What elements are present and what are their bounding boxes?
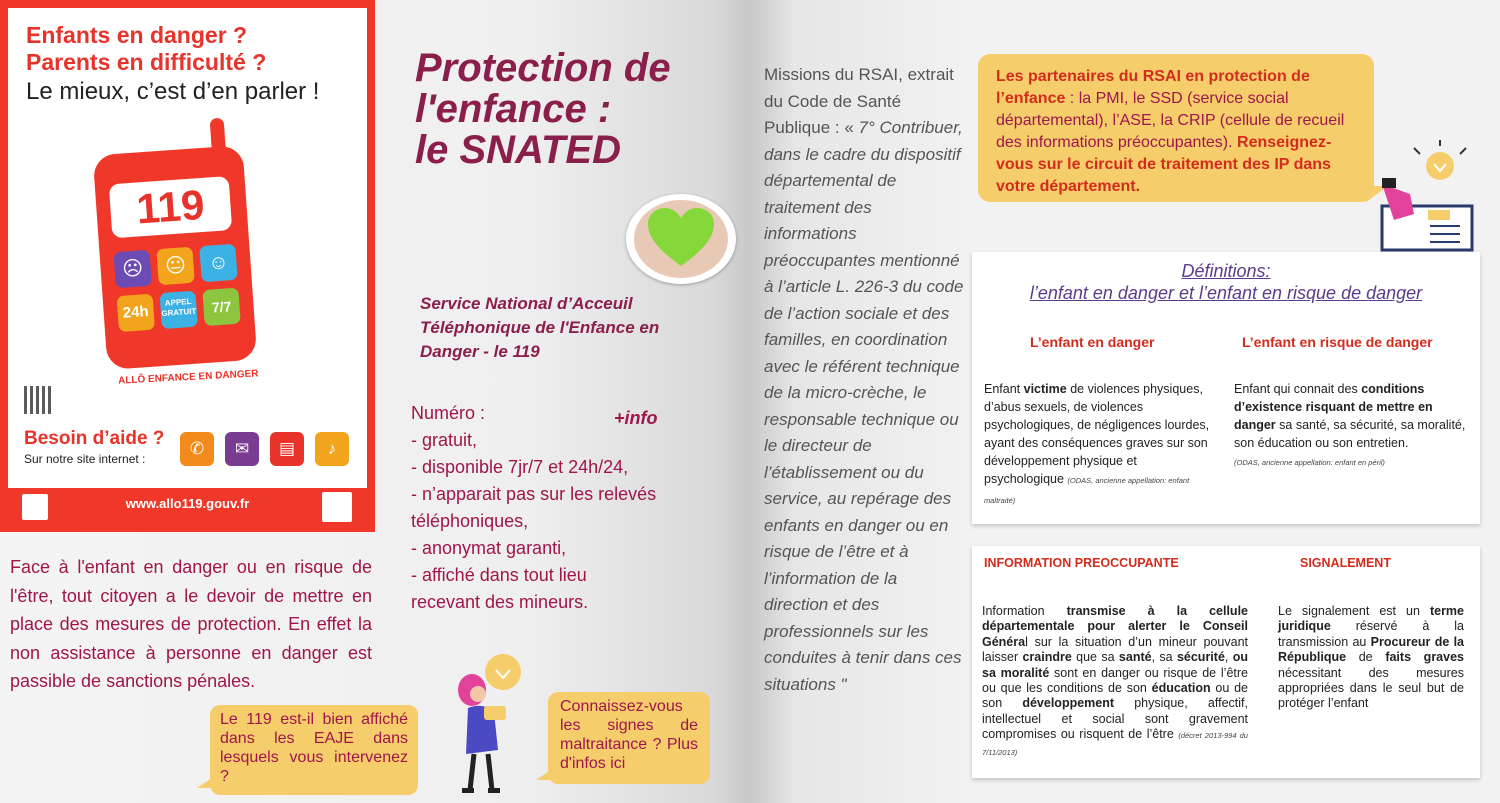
key-appel: APPEL GRATUIT <box>159 291 197 329</box>
document-icon: ▤ <box>270 432 304 466</box>
key-7j: 7/7 <box>202 288 240 326</box>
plus-info-link[interactable]: +info <box>614 408 658 428</box>
def-col2-heading: L’enfant en risque de danger <box>1242 334 1433 350</box>
qr-code-icon <box>24 386 52 414</box>
ip-text: Information transmise à la cellule départementale pour alerter le Conseil Général sur la situation d’un mineur pouvant laisser craindre que sa santé, sa sécurité, ou sa moralité sont en danger ou risque de l’être ou que les conditions de son éducation ou de son développement physique, affectif, intellectuel et social sont gravement compromises ou risquent de l’être (décret 2013-994 du 7/11/2013) <box>982 604 1249 757</box>
missions-rsai: Missions du RSAI, extrait du Code de Santé Publique : « 7° Contribuer, dans le cadre du dispositif départemental de traitement des informations préoccupantes mentionné à l’article L. 226-3 du code de l’action sociale et des familles, en coordination avec le référent technique de la micro-crèche, le responsable technique ou le directeur de l’établissement ou du service, au repérage des enfants en danger ou en risque de l’être et à l’information de la direction et des professionnels sur les conduites à tenir dans ces situations " <box>764 65 964 694</box>
phone-illustration <box>93 145 258 370</box>
ip-heading: INFORMATION PREOCCUPANTE <box>984 556 1179 570</box>
hearing-icon: ♪ <box>315 432 349 466</box>
heart-icon <box>646 206 716 270</box>
question-bubble-119: Le 119 est-il bien affiché dans les EAJE dans lesquels vous intervenez ? <box>210 705 418 795</box>
signalement-text: Le signalement est un terme juridique réservé à la transmission au Procureur de la République de faits graves nécessitant des mesures appropriées dans le seul but de protéger l’enfant <box>1278 604 1464 711</box>
definitions-title: Définitions: l’enfant en danger et l’enfant en risque de danger <box>1029 261 1423 303</box>
def-col1-heading: L’enfant en danger <box>1030 334 1155 350</box>
poster-tagline: ALLÔ ENFANCE EN DANGER <box>117 368 259 387</box>
hand-board-illustration <box>1380 140 1480 252</box>
poster-headline-sub: Le mieux, c’est d’en parler ! <box>26 78 320 105</box>
maltraitance-bubble[interactable]: Connaissez-vous les signes de maltraitance ? Plus d'infos ici <box>548 692 710 784</box>
citizen-duty-paragraph: Face à l'enfant en danger ou en risque de l'être, tout citoyen a le devoir de mettre en place des mesures de protection. En effet la non assistance à personne en danger est passible de sanctions pénales. <box>10 557 372 691</box>
numero-list: Numéro : - gratuit, - disponible 7jr/7 et 24h/24, - n’apparait pas sur les relevés téléphoniques, - anonymat garanti, - affiché dans tout lieu recevant des mineurs. <box>411 403 657 612</box>
sad-face-icon: ☹ <box>113 250 151 288</box>
partners-bubble: Les partenaires du RSAI en protection de l’enfance : la PMI, le SSD (service social départemental), l’ASE, la CRIP (cellule de recueil des informations préoccupantes). Renseignez-vous sur le circuit de traitement des IP dans votre département. <box>978 54 1374 202</box>
phone-icon: ✆ <box>180 432 214 466</box>
page-title: Protection de l'enfance : le SNATED <box>415 46 671 172</box>
key-24h: 24h <box>117 294 155 332</box>
def-col1-text: Enfant victime de violences physiques, d’abus sexuels, de violences psychologiques, de négligences lourdes, ayant des conséquences graves sur son développement physique et psychologique (ODAS, ancienne appellation: enfant maltraité) <box>984 382 1210 505</box>
poster-help-sub: Sur notre site internet : <box>24 452 146 466</box>
girl-lightbulb-illustration <box>448 650 548 800</box>
poster-help-title: Besoin d’aide ? <box>24 428 165 449</box>
poster-url: www.allo119.gouv.fr <box>125 496 250 511</box>
smile-face-icon: ☺ <box>199 244 237 282</box>
phone-number: 119 <box>109 176 232 238</box>
ip-signalement-box <box>972 546 1480 778</box>
chat-icon: ✉ <box>225 432 259 466</box>
snated-subtitle: Service National d’Acceuil Téléphonique de l'Enfance en Danger - le 119 <box>420 294 660 361</box>
def-col2-text: Enfant qui connait des conditions d’existence risquant de mettre en danger sa santé, sa sécurité, sa moralité, son éducation ou son entretien. (ODAS, ancienne appellation: enfant en péril) <box>1234 382 1466 467</box>
neutral-face-icon: 😐 <box>156 247 194 285</box>
poster-119[interactable] <box>0 0 375 532</box>
poster-headline: Enfants en danger ? Parents en difficulté ? <box>26 22 267 75</box>
signalement-heading: SIGNALEMENT <box>1300 556 1391 570</box>
heart-image <box>626 194 736 284</box>
definitions-box <box>972 252 1480 524</box>
